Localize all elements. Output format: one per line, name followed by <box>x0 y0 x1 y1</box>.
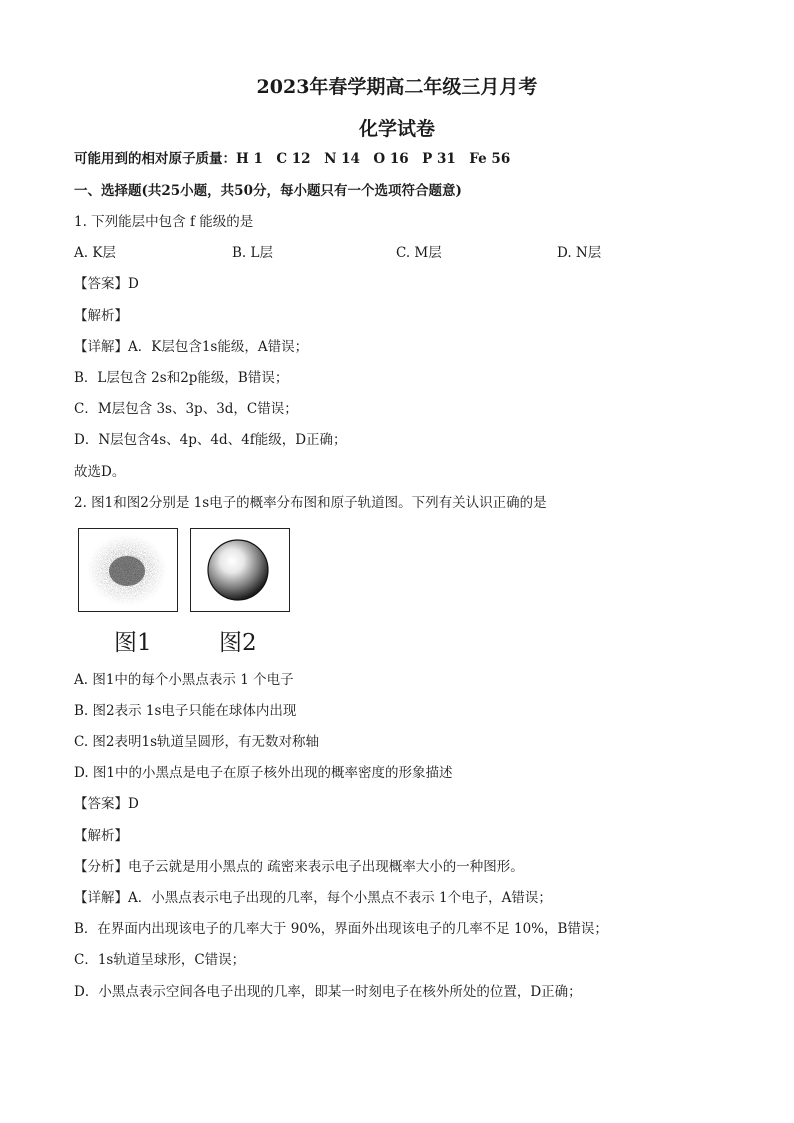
figure2-caption: 图2 <box>219 630 257 656</box>
q2-option-b: B. 图2表示 1s电子只能在球体内出现 <box>74 703 297 719</box>
q2-answer: 【答案】D <box>74 796 139 812</box>
q1-answer: 【答案】D <box>74 276 139 292</box>
q1-stem: 1. 下列能层中包含 f 能级的是 <box>74 214 254 230</box>
q1-detail-line: 故选D。 <box>74 464 126 480</box>
q1-option-c: C. M层 <box>396 245 442 261</box>
q2-detail-line: D．小黑点表示空间各电子出现的几率，即某一时刻电子在核外所处的位置，D正确； <box>74 984 582 1000</box>
q2-detail-line: C．1s轨道呈球形，C错误； <box>74 952 246 968</box>
q1-analysis-label: 【解析】 <box>74 308 128 324</box>
q2-option-a: A. 图1中的每个小黑点表示 1 个电子 <box>74 672 294 688</box>
section-heading: 一、选择题(共25小题，共50分，每小题只有一个选项符合题意) <box>74 183 462 199</box>
q2-detail-line: 【详解】A．小黑点表示电子出现的几率，每个小黑点不表示 1个电子，A错误； <box>74 890 552 906</box>
q1-option-d: D. N层 <box>557 245 602 261</box>
figure1-caption: 图1 <box>114 630 152 656</box>
atomic-masses: 可能用到的相对原子质量：H 1 C 12 N 14 O 16 P 31 Fe 56 <box>74 151 511 167</box>
q1-option-a: A. K层 <box>74 245 116 261</box>
q1-detail-line: 【详解】A．K层包含1s能级，A错误； <box>74 339 309 355</box>
q1-option-b: B. L层 <box>232 245 273 261</box>
exam-title: 2023年春学期高二年级三月月考 <box>256 76 538 98</box>
q2-detail-line: 【分析】电子云就是用小黑点的 疏密来表示电子出现概率大小的一种图形。 <box>74 859 524 875</box>
q2-option-c: C. 图2表明1s轨道呈圆形，有无数对称轴 <box>74 734 320 750</box>
q1-detail-line: B．L层包含 2s和2p能级，B错误； <box>74 370 289 386</box>
electron-cloud-image <box>79 529 176 610</box>
q2-option-d: D. 图1中的小黑点是电子在原子核外出现的概率密度的形象描述 <box>74 765 453 781</box>
figure-orbital-sphere <box>190 528 290 612</box>
orbital-sphere-image <box>191 529 288 610</box>
q2-stem: 2. 图1和图2分别是 1s电子的概率分布图和原子轨道图。下列有关认识正确的是 <box>74 495 547 511</box>
q2-detail-line: B．在界面内出现该电子的几率大于 90%，界面外出现该电子的几率不足 10%，B错误； <box>74 921 608 937</box>
figure-electron-cloud <box>78 528 178 612</box>
q2-analysis-label: 【解析】 <box>74 828 128 844</box>
q1-detail-line: D．N层包含4s、4p、4d、4f能级，D正确； <box>74 432 347 448</box>
exam-subtitle: 化学试卷 <box>358 118 435 140</box>
q1-detail-line: C．M层包含 3s、3p、3d，C错误； <box>74 401 298 417</box>
